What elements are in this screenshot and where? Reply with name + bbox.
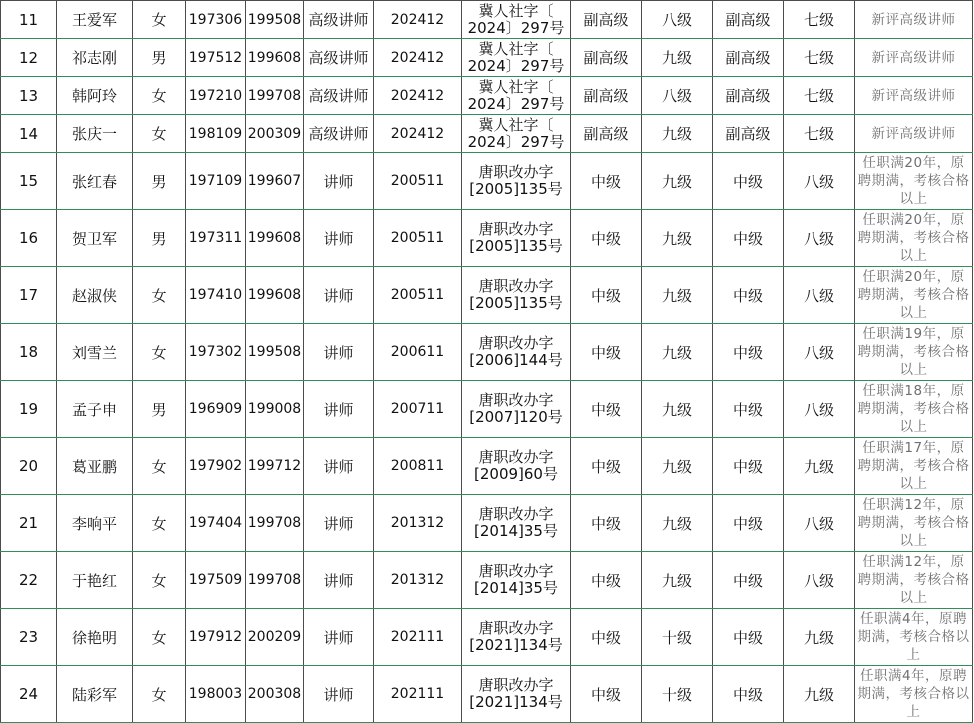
work-start-cell[interactable]: 199607 — [246, 153, 304, 210]
name-cell[interactable]: 徐艳明 — [57, 609, 133, 666]
name-cell[interactable]: 于艳红 — [57, 552, 133, 609]
row-number[interactable]: 13 — [1, 77, 57, 115]
document-number-cell[interactable] — [462, 267, 571, 324]
work-start-cell[interactable]: 199508 — [246, 324, 304, 381]
name-cell[interactable]: 陆彩军 — [57, 666, 133, 723]
document-prefix: 唐职改办字 — [478, 220, 554, 238]
proposed-rank-cell[interactable]: 副高级 — [713, 1, 784, 39]
document-prefix: 冀人社字〔 — [478, 39, 554, 58]
table-row — [1, 495, 973, 552]
row-number[interactable]: 21 — [1, 495, 57, 552]
document-number: 2024〕297号 — [467, 94, 565, 113]
current-rank-cell[interactable]: 中级 — [571, 495, 642, 552]
proposed-rank-cell[interactable]: 副高级 — [713, 115, 784, 153]
row-number[interactable]: 18 — [1, 324, 57, 381]
birth-date-cell[interactable]: 197311 — [186, 210, 246, 267]
work-start-cell[interactable]: 199712 — [246, 438, 304, 495]
document-number: [2007]120号 — [469, 408, 563, 426]
remark-cell[interactable]: 任职满17年，原聘期满，考核合格以上 — [855, 438, 973, 495]
document-number: [2005]135号 — [469, 294, 563, 312]
current-rank-cell[interactable]: 副高级 — [571, 39, 642, 77]
title-cell[interactable]: 讲师 — [304, 609, 374, 666]
document-prefix: 唐职改办字 — [478, 676, 554, 694]
title-cell[interactable]: 高级讲师 — [304, 115, 374, 153]
title-date-cell[interactable]: 200511 — [374, 267, 462, 324]
proposed-rank-cell[interactable]: 副高级 — [713, 77, 784, 115]
proposed-grade-cell[interactable]: 九级 — [784, 609, 855, 666]
row-number[interactable]: 23 — [1, 609, 57, 666]
title-date-cell[interactable]: 200811 — [374, 438, 462, 495]
birth-date-cell[interactable]: 197410 — [186, 267, 246, 324]
birth-date-cell[interactable]: 197306 — [186, 1, 246, 39]
title-date-cell[interactable]: 202111 — [374, 609, 462, 666]
title-date-cell[interactable]: 201312 — [374, 552, 462, 609]
table-row — [1, 77, 973, 115]
table-row — [1, 267, 973, 324]
document-prefix: 冀人社字〔 — [478, 77, 554, 96]
document-number-cell[interactable] — [462, 438, 571, 495]
remark-cell[interactable]: 新评高级讲师 — [855, 77, 973, 115]
document-prefix: 冀人社字〔 — [478, 1, 554, 20]
current-rank-cell[interactable]: 中级 — [571, 438, 642, 495]
proposed-grade-cell[interactable]: 八级 — [784, 495, 855, 552]
title-date-cell[interactable]: 200711 — [374, 381, 462, 438]
title-cell[interactable]: 讲师 — [304, 324, 374, 381]
gender-cell[interactable]: 女 — [133, 267, 186, 324]
proposed-grade-cell[interactable]: 七级 — [784, 77, 855, 115]
name-cell[interactable]: 贺卫军 — [57, 210, 133, 267]
document-number-cell[interactable] — [462, 115, 571, 153]
current-grade-cell[interactable]: 九级 — [642, 153, 713, 210]
title-cell[interactable]: 高级讲师 — [304, 1, 374, 39]
table-row — [1, 666, 973, 723]
name-cell[interactable]: 赵淑侠 — [57, 267, 133, 324]
title-cell[interactable]: 讲师 — [304, 495, 374, 552]
document-number-cell[interactable] — [462, 495, 571, 552]
title-date-cell[interactable]: 201312 — [374, 495, 462, 552]
row-number[interactable]: 17 — [1, 267, 57, 324]
gender-cell[interactable]: 男 — [133, 381, 186, 438]
birth-date-cell[interactable]: 197902 — [186, 438, 246, 495]
current-grade-cell[interactable]: 八级 — [642, 77, 713, 115]
proposed-grade-cell[interactable]: 九级 — [784, 438, 855, 495]
remark-cell[interactable]: 任职满18年，原聘期满，考核合格以上 — [855, 381, 973, 438]
remark-cell[interactable]: 任职满20年，原聘期满，考核合格以上 — [855, 153, 973, 210]
title-cell[interactable]: 讲师 — [304, 381, 374, 438]
current-grade-cell[interactable]: 九级 — [642, 267, 713, 324]
title-cell[interactable]: 讲师 — [304, 153, 374, 210]
gender-cell[interactable]: 女 — [133, 552, 186, 609]
document-number-cell[interactable] — [462, 381, 571, 438]
document-number: [2006]144号 — [469, 351, 563, 369]
work-start-cell[interactable]: 200308 — [246, 666, 304, 723]
table-row — [1, 153, 973, 210]
remark-cell[interactable]: 任职满12年，原聘期满，考核合格以上 — [855, 495, 973, 552]
current-rank-cell[interactable]: 中级 — [571, 153, 642, 210]
name-cell[interactable]: 刘雪兰 — [57, 324, 133, 381]
document-number-cell[interactable] — [462, 39, 571, 77]
proposed-rank-cell[interactable]: 中级 — [713, 552, 784, 609]
remark-cell[interactable]: 任职满4年，原聘期满，考核合格以上 — [855, 609, 973, 666]
document-number: [2014]35号 — [474, 522, 558, 540]
current-grade-cell[interactable]: 九级 — [642, 552, 713, 609]
proposed-grade-cell[interactable]: 八级 — [784, 267, 855, 324]
gender-cell[interactable]: 女 — [133, 495, 186, 552]
current-grade-cell[interactable]: 十级 — [642, 609, 713, 666]
document-number-cell[interactable] — [462, 609, 571, 666]
remark-cell[interactable]: 新评高级讲师 — [855, 115, 973, 153]
current-rank-cell[interactable]: 副高级 — [571, 77, 642, 115]
gender-cell[interactable]: 女 — [133, 666, 186, 723]
proposed-grade-cell[interactable]: 八级 — [784, 210, 855, 267]
proposed-rank-cell[interactable]: 中级 — [713, 381, 784, 438]
document-prefix: 冀人社字〔 — [478, 115, 554, 134]
birth-date-cell[interactable]: 197404 — [186, 495, 246, 552]
table-row — [1, 1, 973, 39]
title-date-cell[interactable]: 202412 — [374, 77, 462, 115]
birth-date-cell[interactable]: 197912 — [186, 609, 246, 666]
document-number: 2024〕297号 — [467, 56, 565, 75]
name-cell[interactable]: 葛亚鹏 — [57, 438, 133, 495]
proposed-grade-cell[interactable]: 七级 — [784, 115, 855, 153]
document-number: [2005]135号 — [469, 237, 563, 255]
work-start-cell[interactable]: 200209 — [246, 609, 304, 666]
work-start-cell[interactable]: 199608 — [246, 39, 304, 77]
remark-cell[interactable]: 新评高级讲师 — [855, 39, 973, 77]
document-number: [2021]134号 — [469, 636, 563, 654]
work-start-cell[interactable]: 199608 — [246, 210, 304, 267]
birth-date-cell[interactable]: 198003 — [186, 666, 246, 723]
name-cell[interactable]: 李响平 — [57, 495, 133, 552]
gender-cell[interactable]: 女 — [133, 77, 186, 115]
current-grade-cell[interactable]: 九级 — [642, 381, 713, 438]
row-number[interactable]: 14 — [1, 115, 57, 153]
work-start-cell[interactable]: 199708 — [246, 495, 304, 552]
name-cell[interactable]: 祁志刚 — [57, 39, 133, 77]
gender-cell[interactable]: 女 — [133, 1, 186, 39]
proposed-grade-cell[interactable]: 七级 — [784, 1, 855, 39]
document-number-cell[interactable] — [462, 324, 571, 381]
birth-date-cell[interactable]: 197302 — [186, 324, 246, 381]
current-rank-cell[interactable]: 中级 — [571, 324, 642, 381]
gender-cell[interactable]: 女 — [133, 609, 186, 666]
table-row — [1, 39, 973, 77]
proposed-rank-cell[interactable]: 中级 — [713, 666, 784, 723]
document-number: [2021]134号 — [469, 693, 563, 711]
document-prefix: 唐职改办字 — [478, 562, 554, 580]
document-prefix: 唐职改办字 — [478, 619, 554, 637]
remark-cell[interactable]: 任职满20年，原聘期满，考核合格以上 — [855, 210, 973, 267]
document-number-cell[interactable] — [462, 77, 571, 115]
proposed-rank-cell[interactable]: 副高级 — [713, 39, 784, 77]
birth-date-cell[interactable]: 196909 — [186, 381, 246, 438]
document-number-cell[interactable] — [462, 210, 571, 267]
current-grade-cell[interactable]: 九级 — [642, 438, 713, 495]
row-number[interactable]: 20 — [1, 438, 57, 495]
title-cell[interactable]: 讲师 — [304, 552, 374, 609]
proposed-rank-cell[interactable]: 中级 — [713, 438, 784, 495]
document-number: [2009]60号 — [474, 465, 558, 483]
title-date-cell[interactable]: 202412 — [374, 1, 462, 39]
document-number-cell[interactable] — [462, 153, 571, 210]
proposed-grade-cell[interactable]: 七级 — [784, 39, 855, 77]
birth-date-cell[interactable]: 198109 — [186, 115, 246, 153]
name-cell[interactable]: 韩阿玲 — [57, 77, 133, 115]
table-row — [1, 609, 973, 666]
name-cell[interactable]: 张红春 — [57, 153, 133, 210]
current-grade-cell[interactable]: 九级 — [642, 210, 713, 267]
current-grade-cell[interactable]: 九级 — [642, 115, 713, 153]
gender-cell[interactable]: 女 — [133, 438, 186, 495]
proposed-grade-cell[interactable]: 八级 — [784, 552, 855, 609]
proposed-grade-cell[interactable]: 九级 — [784, 666, 855, 723]
table-row — [1, 552, 973, 609]
proposed-grade-cell[interactable]: 八级 — [784, 381, 855, 438]
document-number-cell[interactable] — [462, 666, 571, 723]
title-date-cell[interactable]: 202111 — [374, 666, 462, 723]
current-rank-cell[interactable]: 副高级 — [571, 1, 642, 39]
table-row — [1, 324, 973, 381]
row-number[interactable]: 11 — [1, 1, 57, 39]
table-row — [1, 381, 973, 438]
birth-date-cell[interactable]: 197109 — [186, 153, 246, 210]
birth-date-cell[interactable]: 197512 — [186, 39, 246, 77]
title-cell[interactable]: 高级讲师 — [304, 39, 374, 77]
current-rank-cell[interactable]: 中级 — [571, 210, 642, 267]
row-number[interactable]: 15 — [1, 153, 57, 210]
document-prefix: 唐职改办字 — [478, 163, 554, 181]
document-number: 2024〕297号 — [467, 132, 565, 151]
work-start-cell[interactable]: 199708 — [246, 552, 304, 609]
title-date-cell[interactable]: 202412 — [374, 115, 462, 153]
birth-date-cell[interactable]: 197509 — [186, 552, 246, 609]
document-prefix: 唐职改办字 — [478, 448, 554, 466]
current-grade-cell[interactable]: 十级 — [642, 666, 713, 723]
proposed-grade-cell[interactable]: 八级 — [784, 324, 855, 381]
name-cell[interactable]: 张庆一 — [57, 115, 133, 153]
title-cell[interactable]: 讲师 — [304, 210, 374, 267]
birth-date-cell[interactable]: 197210 — [186, 77, 246, 115]
proposed-grade-cell[interactable]: 八级 — [784, 153, 855, 210]
name-cell[interactable]: 孟子申 — [57, 381, 133, 438]
title-cell[interactable]: 讲师 — [304, 267, 374, 324]
row-number[interactable]: 19 — [1, 381, 57, 438]
document-number-cell[interactable] — [462, 1, 571, 39]
name-cell[interactable]: 王爱军 — [57, 1, 133, 39]
proposed-rank-cell[interactable]: 中级 — [713, 609, 784, 666]
gender-cell[interactable]: 男 — [133, 153, 186, 210]
current-rank-cell[interactable]: 中级 — [571, 666, 642, 723]
work-start-cell[interactable]: 199508 — [246, 1, 304, 39]
document-prefix: 唐职改办字 — [478, 277, 554, 295]
document-number: [2014]35号 — [474, 579, 558, 597]
document-number: [2005]135号 — [469, 180, 563, 198]
current-grade-cell[interactable]: 九级 — [642, 324, 713, 381]
row-number[interactable]: 16 — [1, 210, 57, 267]
current-grade-cell[interactable]: 九级 — [642, 39, 713, 77]
current-rank-cell[interactable]: 中级 — [571, 552, 642, 609]
remark-cell[interactable]: 任职满20年，原聘期满，考核合格以上 — [855, 267, 973, 324]
current-rank-cell[interactable]: 中级 — [571, 267, 642, 324]
work-start-cell[interactable]: 199708 — [246, 77, 304, 115]
proposed-rank-cell[interactable]: 中级 — [713, 210, 784, 267]
gender-cell[interactable]: 男 — [133, 210, 186, 267]
work-start-cell[interactable]: 199608 — [246, 267, 304, 324]
row-number[interactable]: 24 — [1, 666, 57, 723]
table-row — [1, 210, 973, 267]
remark-cell[interactable]: 新评高级讲师 — [855, 1, 973, 39]
title-date-cell[interactable]: 200611 — [374, 324, 462, 381]
table-row — [1, 115, 973, 153]
title-date-cell[interactable]: 200511 — [374, 153, 462, 210]
proposed-rank-cell[interactable]: 中级 — [713, 324, 784, 381]
title-cell[interactable]: 讲师 — [304, 438, 374, 495]
gender-cell[interactable]: 男 — [133, 39, 186, 77]
document-prefix: 唐职改办字 — [478, 391, 554, 409]
title-cell[interactable]: 讲师 — [304, 666, 374, 723]
table-body — [1, 1, 973, 723]
document-number-cell[interactable] — [462, 552, 571, 609]
remark-cell[interactable]: 任职满4年，原聘期满，考核合格以上 — [855, 666, 973, 723]
current-rank-cell[interactable]: 副高级 — [571, 115, 642, 153]
proposed-rank-cell[interactable]: 中级 — [713, 495, 784, 552]
title-cell[interactable]: 高级讲师 — [304, 77, 374, 115]
current-rank-cell[interactable]: 中级 — [571, 609, 642, 666]
row-number[interactable]: 12 — [1, 39, 57, 77]
remark-cell[interactable]: 任职满12年，原聘期满，考核合格以上 — [855, 552, 973, 609]
document-prefix: 唐职改办字 — [478, 505, 554, 523]
gender-cell[interactable]: 女 — [133, 115, 186, 153]
remark-cell[interactable]: 任职满19年，原聘期满，考核合格以上 — [855, 324, 973, 381]
current-rank-cell[interactable]: 中级 — [571, 381, 642, 438]
current-grade-cell[interactable]: 八级 — [642, 1, 713, 39]
work-start-cell[interactable]: 200309 — [246, 115, 304, 153]
current-grade-cell[interactable]: 九级 — [642, 495, 713, 552]
document-prefix: 唐职改办字 — [478, 334, 554, 352]
gender-cell[interactable]: 女 — [133, 324, 186, 381]
work-start-cell[interactable]: 199008 — [246, 381, 304, 438]
title-date-cell[interactable]: 200511 — [374, 210, 462, 267]
document-number: 2024〕297号 — [467, 18, 565, 37]
row-number[interactable]: 22 — [1, 552, 57, 609]
proposed-rank-cell[interactable]: 中级 — [713, 153, 784, 210]
title-date-cell[interactable]: 202412 — [374, 39, 462, 77]
table-row — [1, 438, 973, 495]
proposed-rank-cell[interactable]: 中级 — [713, 267, 784, 324]
